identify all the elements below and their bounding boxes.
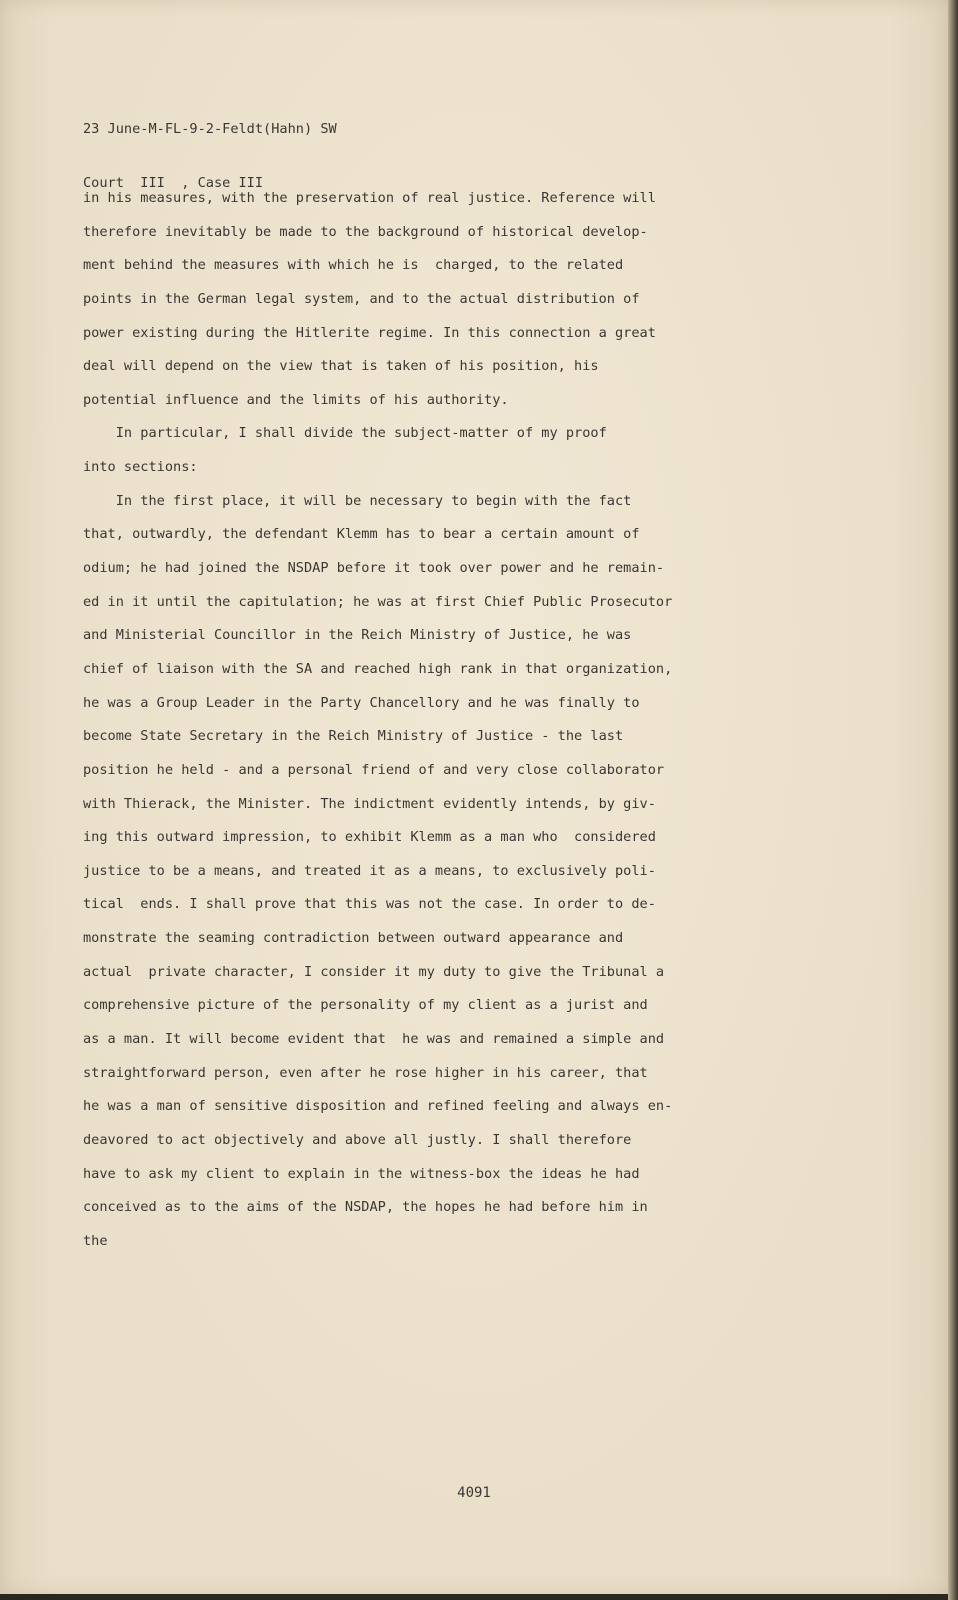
body-line: with Thierack, the Minister. The indictment evidently intends, by giv- [83, 795, 656, 812]
body-line: therefore inevitably be made to the background of historical develop- [83, 223, 648, 240]
body-line: ing this outward impression, to exhibit Klemm as a man who considered [83, 829, 656, 846]
body-line: become State Secretary in the Reich Ministry of Justice - the last [83, 728, 624, 745]
body-line: power existing during the Hitlerite regime. In this connection a great [83, 324, 656, 341]
body-line: tical ends. I shall prove that this was not the case. In order to de- [83, 896, 656, 913]
body-line: and Ministerial Councillor in the Reich Ministry of Justice, he was [83, 627, 632, 644]
body-line: position he held - and a personal friend of and very close collaborator [83, 761, 665, 778]
header-reference-line: 23 June-M-FL-9-2-Feldt(Hahn) SW [83, 121, 337, 137]
body-line: In the first place, it will be necessary to begin with the fact [83, 492, 632, 509]
body-line: he was a Group Leader in the Party Chancellory and he was finally to [83, 694, 640, 711]
body-line: have to ask my client to explain in the witness-box the ideas he had [83, 1165, 640, 1182]
body-line: deavored to act objectively and above all justly. I shall therefore [83, 1131, 632, 1148]
body-line: ed in it until the capitulation; he was at first Chief Public Prosecutor [83, 593, 673, 610]
page-number: 4091 [457, 1485, 491, 1501]
body-line: in his measures, with the preservation of real justice. Reference will [83, 190, 656, 206]
body-line: comprehensive picture of the personality of my client as a jurist and [83, 997, 648, 1014]
body-line: the [83, 1232, 108, 1249]
body-line: odium; he had joined the NSDAP before it took over power and he remain- [83, 560, 665, 577]
body-line: deal will depend on the view that is taken of his position, his [83, 358, 599, 375]
body-line: straightforward person, even after he rose higher in his career, that [83, 1064, 648, 1081]
body-line: into sections: [83, 459, 198, 476]
body-line: In particular, I shall divide the subject-matter of my proof [83, 425, 607, 442]
body-line: potential influence and the limits of his authority. [83, 391, 509, 408]
scan-edge [948, 0, 958, 1600]
body-line: points in the German legal system, and to the actual distribution of [83, 290, 640, 307]
body-line: ment behind the measures with which he is charged, to the related [83, 257, 624, 274]
body-line: actual private character, I consider it my duty to give the Tribunal a [83, 963, 665, 980]
document-body [83, 188, 863, 1265]
body-line: chief of liaison with the SA and reached high rank in that organization, [83, 660, 673, 677]
body-line: that, outwardly, the defendant Klemm has to bear a certain amount of [83, 526, 640, 543]
body-line: conceived as to the aims of the NSDAP, the hopes he had before him in [83, 1199, 648, 1216]
body-line: he was a man of sensitive disposition and refined feeling and always en- [83, 1098, 673, 1115]
body-line: monstrate the seaming contradiction between outward appearance and [83, 930, 624, 947]
body-line: justice to be a means, and treated it as a means, to exclusively poli- [83, 862, 656, 879]
header-court-line: Court III , Case III [83, 175, 264, 191]
body-line: as a man. It will become evident that he was and remained a simple and [83, 1031, 665, 1048]
